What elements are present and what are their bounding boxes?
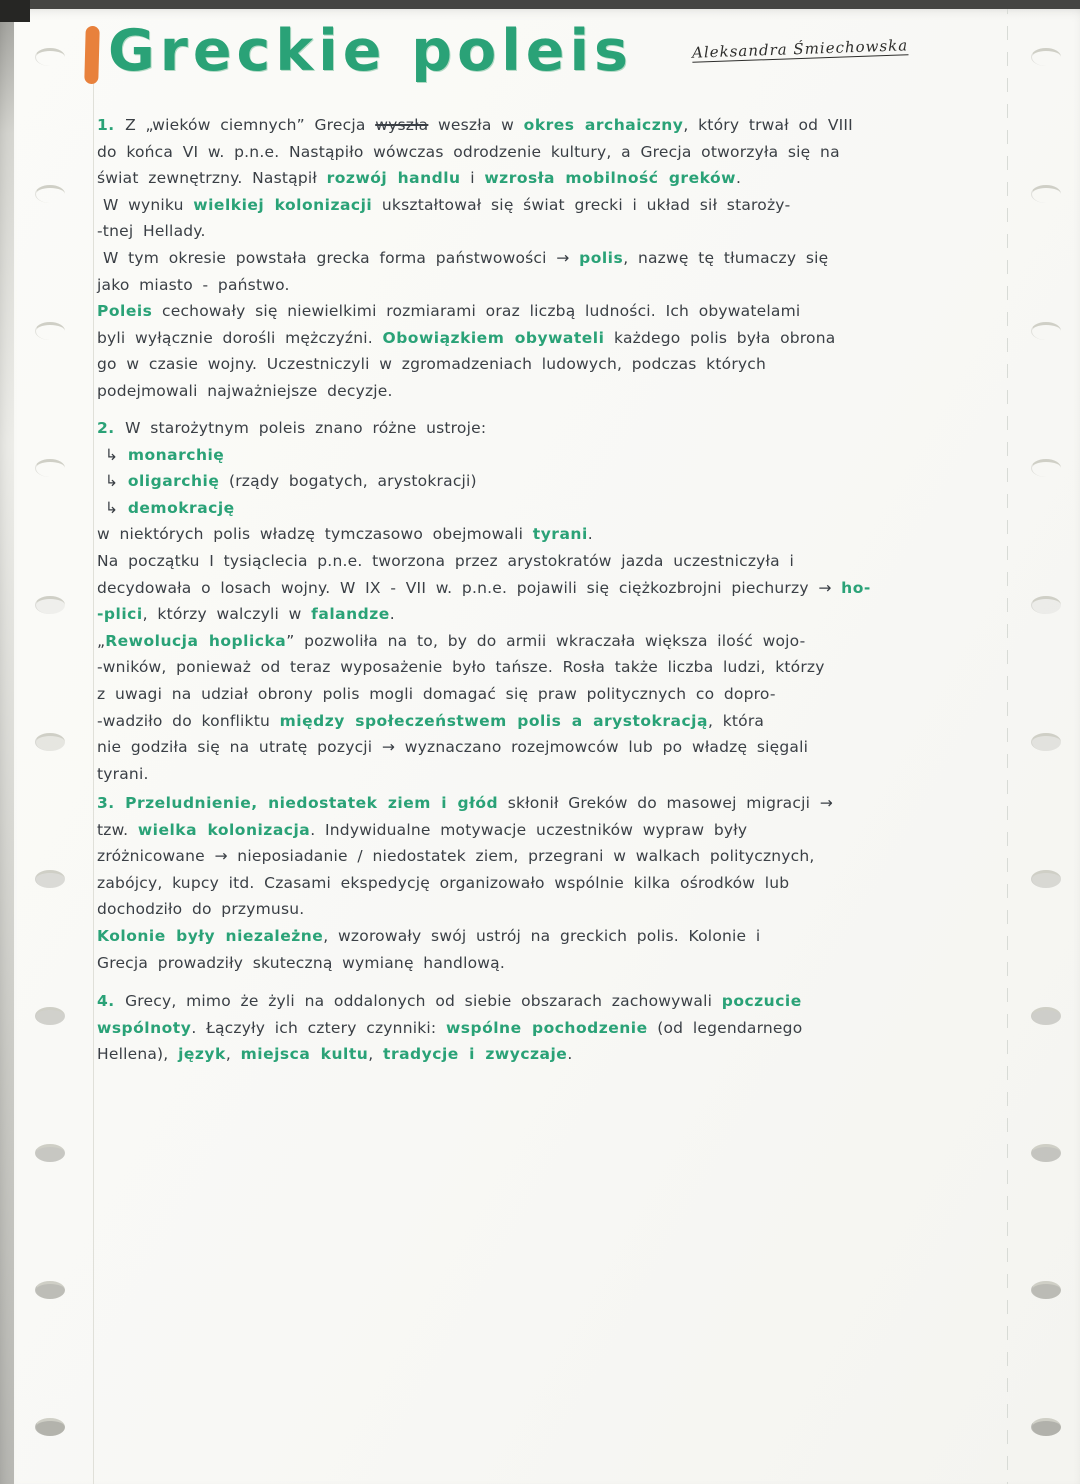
body-text: zabójcy, kupcy itd. Czasami ekspedycję organizowało wspólnie kilka ośrodków lub: [97, 873, 790, 892]
punch-hole: [35, 733, 65, 751]
page-title: Greckie poleis: [108, 18, 633, 84]
punch-hole: [35, 459, 65, 477]
note-line: [97, 761, 992, 788]
body-text: jako miasto - państwo.: [97, 275, 290, 294]
highlight-text: rozwój handlu: [326, 169, 461, 188]
note-section-2: [97, 415, 992, 787]
body-text: ↳: [105, 498, 128, 517]
body-text: W tym okresie powstała grecka forma państwowości →: [103, 248, 580, 267]
highlight-text: okres archaiczny: [523, 116, 684, 134]
note-line: [97, 272, 992, 299]
note-line: [105, 468, 992, 495]
punch-hole: [35, 1007, 65, 1025]
note-section-4: [97, 988, 992, 1068]
punch-hole: [1031, 48, 1061, 66]
punch-hole: [1031, 322, 1061, 340]
body-text: .: [389, 605, 395, 624]
struck-text: wyszła: [375, 116, 429, 134]
note-line: [97, 378, 992, 405]
highlight-text: Poleis: [97, 302, 153, 321]
highlight-text: 3.: [97, 794, 126, 812]
highlight-text: 2.: [97, 419, 126, 437]
punch-hole: [1031, 1281, 1061, 1299]
note-line: [105, 495, 992, 522]
punch-hole: [35, 1418, 65, 1436]
body-text: (rządy bogatych, arystokracji): [219, 472, 477, 491]
note-line: [97, 896, 992, 923]
body-text: decydowała o losach wojny. W IX - VII w. p.n.e. pojawili się ciężkozbrojni piechurzy →: [97, 578, 842, 597]
highlight-text: Rewolucja hoplicka: [105, 631, 287, 650]
body-text: -tnej Hellady.: [97, 222, 206, 241]
note-line: [97, 681, 992, 708]
note-line: [97, 521, 992, 548]
punch-hole: [1031, 185, 1061, 203]
body-text: W starożytnym poleis znano różne ustroje:: [125, 419, 487, 437]
note-line: [97, 112, 992, 139]
highlight-text: ho-: [841, 578, 871, 597]
highlight-text: Kolonie były niezależne: [97, 926, 324, 945]
body-text: -wników, ponieważ od teraz wyposażenie było tańsze. Rosła także liczba ludzi, którzy: [97, 658, 825, 677]
body-text: byli wyłącznie dorośli mężczyźni.: [97, 328, 383, 347]
body-text: Grecja prowadziły skuteczną wymianę handlową.: [97, 953, 505, 972]
body-text: do końca VI w. p.n.e. Nastąpiło wówczas odrodzenie kultury, a Grecja otworzyła się na: [97, 142, 840, 161]
note-line: [105, 442, 992, 469]
body-text: każdego polis była obrona: [604, 328, 836, 347]
body-text: Z „wieków ciemnych” Grecja: [125, 116, 376, 134]
highlight-text: wzrosła mobilność greków: [484, 169, 736, 188]
body-text: W wyniku: [103, 195, 194, 214]
note-line: [97, 139, 992, 166]
highlight-text: 1.: [97, 116, 126, 134]
note-section-3: [97, 790, 992, 976]
body-text: cechowały się niewielkimi rozmiarami oraz liczbą ludności. Ich obywatelami: [152, 302, 801, 321]
body-text: ,: [368, 1045, 384, 1064]
punch-hole: [1031, 459, 1061, 477]
highlight-text: miejsca kultu: [240, 1045, 369, 1064]
punch-hole: [35, 1144, 65, 1162]
body-text: tyrani.: [97, 764, 149, 783]
note-line: [97, 708, 992, 735]
highlight-text: falandze: [311, 605, 390, 624]
body-text: , którzy walczyli w: [142, 605, 312, 624]
highlight-text: 4.: [97, 992, 126, 1010]
note-line: [97, 575, 992, 602]
note-line: [103, 192, 992, 219]
highlight-text: wspólne pochodzenie: [445, 1018, 648, 1037]
note-line: [97, 548, 992, 575]
punch-hole: [1031, 596, 1061, 614]
scanner-corner-dark: [0, 0, 30, 22]
body-text: -wadziło do konfliktu: [97, 711, 280, 730]
note-line: [97, 950, 992, 977]
body-text: Na początku I tysiąclecia p.n.e. tworzona przez arystokratów jazda uczestniczyła i: [97, 551, 794, 570]
note-line: [97, 601, 992, 628]
body-text: , który trwał od VIII: [683, 116, 853, 134]
highlight-text: tyrani: [532, 525, 588, 544]
note-section-1: [97, 112, 992, 405]
body-text: zróżnicowane → nieposiadanie / niedostatek ziem, przegrani w walkach politycznych,: [97, 847, 815, 866]
highlight-text: -plici: [97, 605, 143, 624]
body-text: go w czasie wojny. Uczestniczyli w zgromadzeniach ludowych, podczas których: [97, 355, 767, 374]
body-text: ,: [225, 1045, 241, 1064]
body-text: .: [587, 525, 593, 544]
body-text: .: [567, 1045, 573, 1064]
body-text: ↳: [105, 445, 128, 464]
note-line: [97, 734, 992, 761]
punch-hole: [1031, 1144, 1061, 1162]
body-text: „: [97, 631, 106, 650]
highlight-text: demokrację: [127, 498, 235, 517]
body-text: skłonił Greków do masowej migracji →: [498, 794, 833, 812]
punch-hole: [1031, 1007, 1061, 1025]
body-text: .: [735, 169, 742, 188]
author-signature: Aleksandra Śmiechowska: [691, 36, 909, 62]
punch-hole: [35, 596, 65, 614]
body-text: z uwagi na udział obrony polis mogli domagać się praw politycznych co dopro-: [97, 684, 776, 703]
body-text: tzw.: [97, 820, 138, 839]
body-text: Hellena),: [97, 1045, 179, 1064]
note-line: [97, 1015, 992, 1042]
note-line: [97, 351, 992, 378]
body-text: świat zewnętrzny. Nastąpił: [97, 169, 327, 188]
highlight-text: wielkiej kolonizacji: [193, 195, 373, 214]
punch-hole: [35, 870, 65, 888]
note-line: [97, 1041, 992, 1068]
highlight-text: tradycje i zwyczaje: [383, 1045, 568, 1064]
punch-hole: [35, 185, 65, 203]
note-line: [97, 654, 992, 681]
body-text: , nazwę tę tłumaczy się: [623, 248, 829, 267]
note-line: [97, 628, 992, 655]
highlight-text: wspólnoty: [97, 1018, 192, 1037]
punch-hole: [1031, 1418, 1061, 1436]
body-text: weszła w: [428, 116, 524, 134]
body-text: ↳: [105, 472, 128, 491]
note-line: [97, 165, 992, 192]
note-line: [97, 790, 992, 817]
body-text: Grecy, mimo że żyli na oddalonych od siebie obszarach zachowywali: [125, 992, 722, 1010]
note-line: [97, 923, 992, 950]
punch-hole: [35, 1281, 65, 1299]
note-line: [97, 988, 992, 1015]
highlight-text: Przeludnienie, niedostatek ziem i głód: [125, 794, 499, 812]
note-line: [97, 325, 992, 352]
body-text: ” pozwoliła na to, by do armii wkraczała większa ilość wojo-: [286, 631, 806, 650]
note-line: [97, 870, 992, 897]
note-line: [103, 245, 992, 272]
body-text: (od legendarnego: [647, 1018, 803, 1037]
body-text: podejmowali najważniejsze decyzje.: [97, 381, 393, 400]
scanner-edge-top: [0, 0, 1080, 9]
punch-hole: [35, 48, 65, 66]
body-text: , która: [707, 711, 765, 730]
body-text: , wzorowały swój ustrój na greckich polis. Kolonie i: [323, 926, 761, 945]
highlight-text: polis: [579, 248, 624, 267]
highlight-text: wielka kolonizacja: [137, 820, 311, 839]
body-text: . Indywidualne motywacje uczestników wypraw były: [310, 820, 748, 839]
punch-hole: [1031, 870, 1061, 888]
highlight-text: poczucie: [721, 992, 802, 1010]
note-line: [97, 843, 992, 870]
body-text: ukształtował się świat grecki i układ sił starożу-: [372, 195, 791, 214]
punch-hole: [1031, 733, 1061, 751]
scanner-edge-left: [0, 0, 14, 1484]
body-text: nie godziła się na utratę pozycji → wyznaczano rozejmowców lub po władzę sięgali: [97, 738, 809, 757]
highlight-text: Obowiązkiem obywateli: [382, 328, 605, 347]
note-line: [97, 415, 992, 442]
note-line: [97, 298, 992, 325]
note-line: [97, 817, 992, 844]
punch-hole: [35, 322, 65, 340]
body-text: w niektórych polis władzę tymczasowo obejmowali: [97, 525, 533, 544]
highlight-text: monarchię: [127, 445, 225, 464]
note-line: [97, 218, 992, 245]
body-text: i: [460, 169, 485, 188]
body-text: dochodziło do przymusu.: [97, 900, 305, 919]
body-text: . Łączyły ich cztery czynniki:: [191, 1018, 446, 1037]
highlight-text: język: [178, 1045, 226, 1064]
highlight-text: oligarchię: [127, 472, 220, 491]
highlight-text: między społeczeństwem polis a arystokracją: [279, 711, 708, 730]
